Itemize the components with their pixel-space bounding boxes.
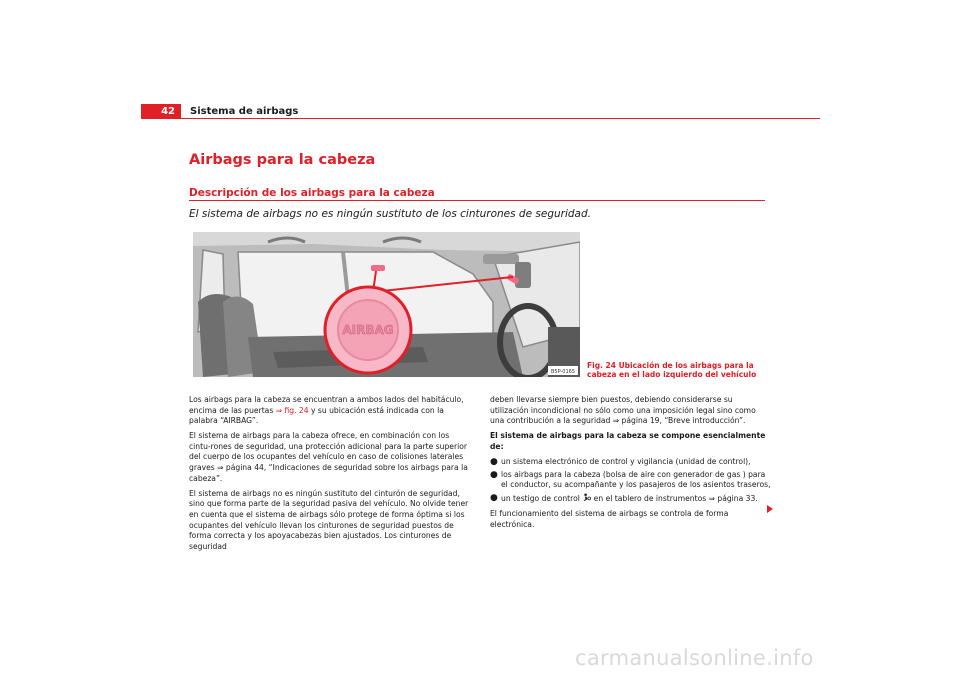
bullet-text-1: un sistema electrónico de control y vigilancia (unidad de control), [501, 456, 751, 466]
figure-car-interior [193, 232, 580, 377]
running-title: Sistema de airbags [190, 106, 299, 117]
list-item [490, 493, 772, 505]
bullet-dot-icon: ● [490, 469, 498, 480]
right-paragraph-last: El funcionamiento del sistema de airbags se controla de forma electrónica. [490, 509, 729, 529]
page-number: 42 [141, 104, 181, 119]
left-column [189, 395, 471, 557]
continue-arrow-icon [767, 505, 773, 513]
bullet-dot-icon: ● [490, 456, 498, 467]
intro-text: El sistema de airbags no es ningún sustituto de los cinturones de seguridad. [189, 208, 591, 220]
left-p1-text-b: y su ubicación está indicada con la palabra “AIRBAG”. [189, 405, 444, 426]
subsection-rule [189, 200, 765, 201]
left-paragraph-3: El sistema de airbags no es ningún sustituto del cinturón de seguridad, sino que forma parte de la seguridad pasiva del vehículo. No olvide tener en cuenta que el sistema de airbags sólo protege de forma óptima si los ocupantes del vehículo llevan los cinturones de seguridad puestos de forma correcta y los apoyacabezas bien ajustados. Los cinturones de seguridad [189, 488, 469, 551]
left-p1-text-a: Los airbags para la cabeza se encuentran a ambos lados del habitáculo, encima de las puertas [189, 395, 464, 415]
list-item [490, 457, 772, 468]
figure-code: B5P-0165 [550, 369, 576, 375]
car-interior-illustration [193, 232, 580, 377]
header-rule [181, 118, 820, 119]
airbag-warning-lamp-icon [582, 493, 591, 502]
bullet-text-3 [501, 493, 758, 505]
left-paragraph-2: El sistema de airbags para la cabeza ofrece, en combinación con los cintu-rones de seguridad, una protección adicional para la parte superior del cuerpo de los ocupantes del vehículo en caso de colisiones laterales graves ⇒ página 44, “Indicaciones de seguridad sobre los airbags para la cabeza”. [189, 431, 468, 483]
airbag-label: AIRBAG [342, 323, 394, 337]
section-title: Airbags para la cabeza [189, 152, 376, 168]
right-column [490, 395, 772, 535]
left-paragraph-1 [189, 395, 471, 427]
bullet-text-2: los airbags para la cabeza (bolsa de aire con generador de gas ) para el conductor, su acompañante y los pasajeros de los asientos traseros, [501, 469, 771, 490]
subsection-title: Descripción de los airbags para la cabeza [189, 187, 435, 199]
watermark: carmanualsonline.info [575, 646, 814, 670]
bullet-dot-icon: ● [490, 492, 498, 503]
list-heading: El sistema de airbags para la cabeza se compone esencialmente de: [490, 431, 766, 451]
figure-caption: Fig. 24 Ubicación de los airbags para la cabeza en el lado izquierdo del vehículo [587, 361, 757, 379]
bullet-text-3a: un testigo de control [501, 493, 583, 503]
figure-reference-link[interactable]: ⇒ fig. 24 [275, 405, 309, 415]
right-paragraph-1: deben llevarse siempre bien puestos, debiendo considerarse su utilización incondicional no sólo como una imposición legal sino como una contribución a la seguridad ⇒ página 19, “Breve introducción”. [490, 395, 756, 426]
list-item [490, 470, 772, 491]
bullet-text-3b: en el tablero de instrumentos ⇒ página 33. [591, 493, 758, 503]
